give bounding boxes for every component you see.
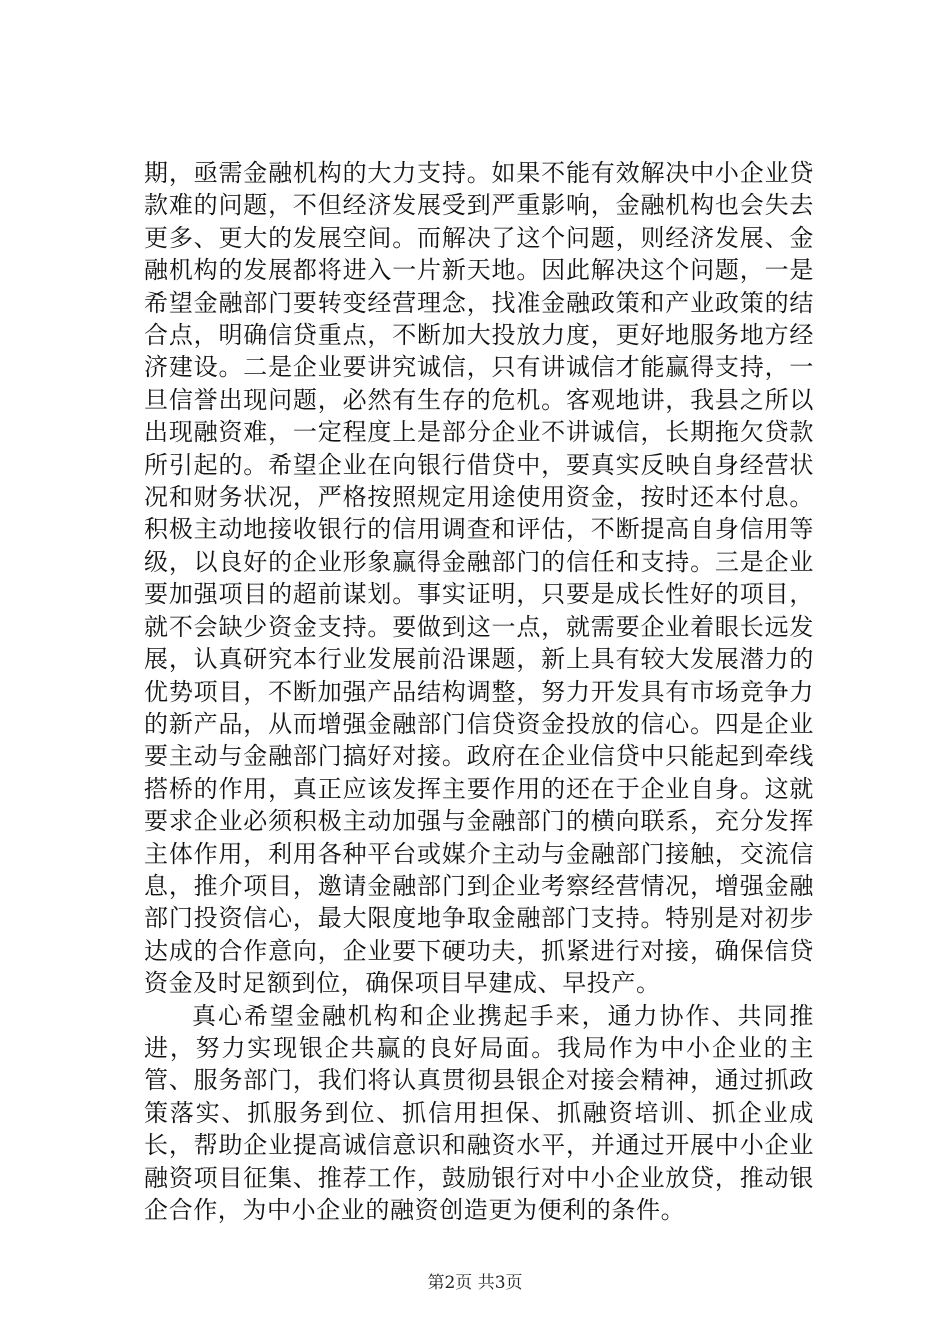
page-number-footer: 第2页 共3页 bbox=[427, 1273, 523, 1293]
document-body bbox=[144, 157, 814, 1226]
paragraph-closing: 真心希望金融机构和企业携起手来，通力协作、共同推进，努力实现银企共赢的良好局面。我局作为中小企业的主管、服务部门，我们将认真贯彻县银企对接会精神，通过抓政策落实、抓服务到位、抓信用担保、抓融资培训、抓企业成长，帮助企业提高诚信意识和融资水平，并通过开展中小企业融资项目征集、推荐工作，鼓励银行对中小企业放贷，推动银企合作，为中小企业的融资创造更为便利的条件。 bbox=[144, 1001, 814, 1224]
paragraph-continued: 期，亟需金融机构的大力支持。如果不能有效解决中小企业贷款难的问题，不但经济发展受到严重影响，金融机构也会失去更多、更大的发展空间。而解决了这个问题，则经济发展、金融机构的发展都将进入一片新天地。因此解决这个问题，一是希望金融部门要转变经营理念，找准金融政策和产业政策的结合点，明确信贷重点，不断加大投放力度，更好地服务地方经济建设。二是企业要讲究诚信，只有讲诚信才能赢得支持，一旦信誉出现问题，必然有生存的危机。客观地讲，我县之所以出现融资难，一定程度上是部分企业不讲诚信，长期拖欠贷款所引起的。希望企业在向银行借贷中，要真实反映自身经营状况和财务状况，严格按照规定用途使用资金，按时还本付息。积极主动地接收银行的信用调查和评估，不断提高自身信用等级，以良好的企业形象赢得金融部门的信任和支持。三是企业要加强项目的超前谋划。事实证明，只要是成长性好的项目，就不会缺少资金支持。要做到这一点，就需要企业着眼长远发展，认真研究本行业发展前沿课题，新上具有较大发展潜力的优势项目，不断加强产品结构调整，努力开发具有市场竞争力的新产品，从而增强金融部门信贷资金投放的信心。四是企业要主动与金融部门搞好对接。政府在企业信贷中只能起到牵线搭桥的作用，真正应该发挥主要作用的还在于企业自身。这就要求企业必须积极主动加强与金融部门的横向联系，充分发挥主体作用，利用各种平台或媒介主动与金融部门接触，交流信息，推介项目，邀请金融部门到企业考察经营情况，增强金融部门投资信心，最大限度地争取金融部门支持。特别是对初步达成的合作意向，企业要下硬功夫，抓紧进行对接，确保信贷资金及时足额到位，确保项目早建成、早投产。 bbox=[144, 159, 814, 998]
